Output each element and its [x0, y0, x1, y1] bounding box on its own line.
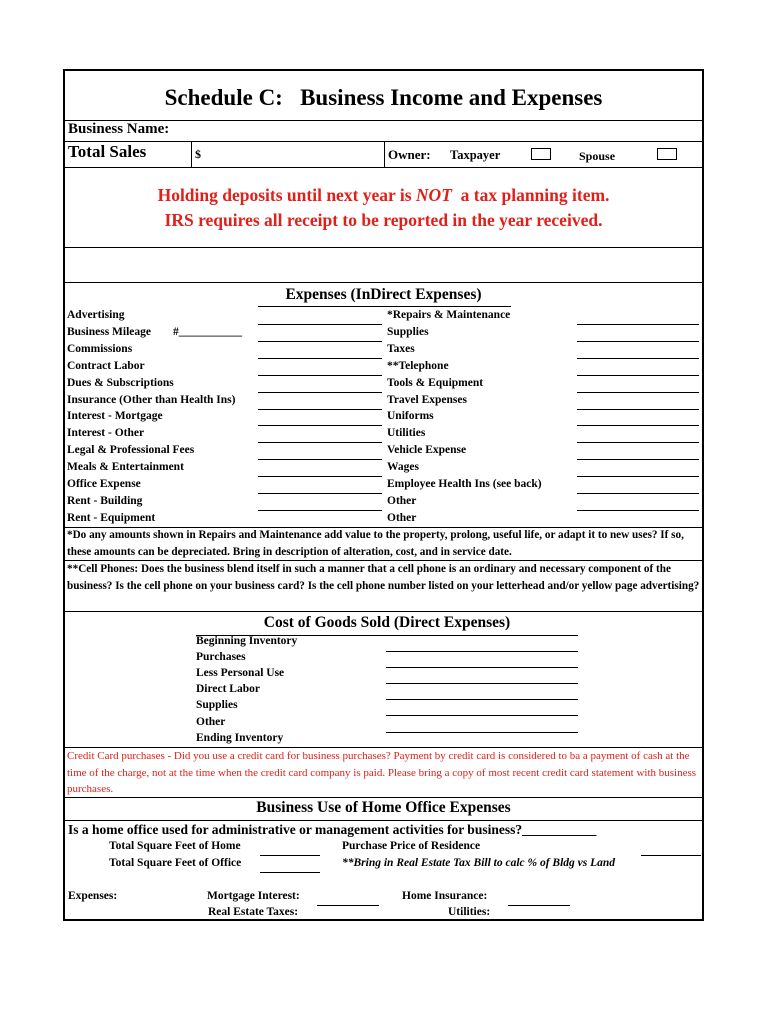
notice-line-2: IRS requires all receipt to be reported in the year received.	[164, 210, 603, 230]
expense-left-label: Business Mileage	[67, 325, 152, 338]
utilities-field[interactable]	[508, 920, 570, 921]
mileage-number[interactable]: #___________	[173, 325, 242, 338]
expense-right-label: Taxes	[387, 342, 415, 355]
expense-left-field[interactable]	[258, 425, 382, 426]
purchase-price-field[interactable]	[641, 855, 701, 856]
total-sqft-office-label: Total Square Feet of Office	[109, 857, 242, 869]
expense-left-label: Interest - Other	[67, 427, 145, 440]
expense-left-field[interactable]	[258, 375, 382, 376]
credit-card-note: Credit Card purchases - Did you use a credit card for business purchases? Payment by credit card is considered to ba a payment of cash at the time of the charge, not at the time when the credit card company is paid. Please bring a copy of most recent credit card statement with business purchases.	[67, 750, 697, 795]
expense-left-field[interactable]	[258, 442, 382, 443]
expenses-label: Expenses:	[68, 890, 118, 902]
expense-right-label: Employee Health Ins (see back)	[387, 478, 542, 490]
expense-right-label: Other	[387, 494, 417, 507]
total-sqft-home-field[interactable]	[260, 855, 320, 856]
expense-left-label: Legal & Professional Fees	[67, 444, 195, 457]
expense-right-label: Other	[387, 511, 417, 524]
cogs-item-label: Supplies	[196, 699, 238, 712]
tax-bill-note: **Bring in Real Estate Tax Bill to calc % of Bldg vs Land	[342, 857, 616, 869]
total-sales-label: Total Sales	[68, 142, 147, 161]
expense-left-field[interactable]	[258, 392, 382, 393]
expense-right-label: Supplies	[387, 325, 429, 338]
expense-left-label: Rent - Equipment	[67, 511, 156, 524]
expense-right-label: Travel Expenses	[387, 393, 467, 406]
expense-right-label: Uniforms	[387, 410, 434, 423]
home-insurance-label: Home Insurance:	[402, 890, 488, 902]
expense-right-field[interactable]	[577, 459, 699, 460]
cell-phone-note: **Cell Phones: Does the business blend itself in such a manner that a cell phone is an ordinary and necessary component of the business? Is the cell phone on your business card? Is the cell phone number listed on your letterhead and/or yellow page advertising?	[67, 563, 700, 592]
mortgage-interest-field[interactable]	[317, 905, 379, 906]
spouse-checkbox[interactable]	[657, 148, 677, 160]
notice-line-1: Holding deposits until next year is NOT a tax planning item.	[157, 185, 610, 205]
purchase-price-label: Purchase Price of Residence	[342, 840, 481, 852]
cogs-heading: Cost of Goods Sold (Direct Expenses)	[263, 614, 511, 631]
expense-left-label: Advertising	[67, 309, 125, 321]
taxpayer-label: Taxpayer	[450, 148, 501, 162]
expense-left-field[interactable]	[258, 341, 382, 342]
repairs-note: *Do any amounts shown in Repairs and Maintenance add value to the property, prolong, useful life, or adapt it to new uses? If so, these amounts can be depreciated. Bring in description of alteration, cost, and in service date.	[67, 529, 684, 558]
cogs-item-label: Purchases	[196, 651, 246, 664]
expense-right-field[interactable]	[577, 409, 699, 410]
total-sales-field[interactable]	[205, 143, 381, 165]
expense-left-field[interactable]	[258, 459, 382, 460]
cogs-item-label: Other	[196, 715, 226, 728]
expense-left-field[interactable]	[258, 409, 382, 410]
expense-right-field[interactable]	[577, 476, 699, 477]
home-office-heading: Business Use of Home Office Expenses	[256, 799, 511, 816]
dollar-sign: $	[195, 147, 201, 161]
real-estate-taxes-field[interactable]	[317, 920, 379, 921]
expense-right-field[interactable]	[577, 392, 699, 393]
expense-right-label: Wages	[387, 461, 419, 474]
expense-left-field[interactable]	[258, 493, 382, 494]
expense-right-field[interactable]	[577, 510, 699, 511]
expense-right-field[interactable]	[577, 341, 699, 342]
expense-left-label: Contract Labor	[67, 359, 145, 372]
business-name-label: Business Name:	[68, 121, 170, 137]
expense-left-label: Insurance (Other than Health Ins)	[67, 393, 236, 406]
expense-left-label: Dues & Subscriptions	[67, 376, 174, 389]
cogs-item-label: Ending Inventory	[196, 731, 284, 744]
total-sqft-office-field[interactable]	[260, 872, 320, 873]
expense-left-label: Office Expense	[67, 478, 141, 490]
expense-left-label: Interest - Mortgage	[67, 410, 163, 423]
expense-right-field[interactable]	[577, 324, 699, 325]
home-office-question: Is a home office used for administrative or management activities for business?___________	[68, 822, 597, 837]
total-sqft-home-label: Total Square Feet of Home	[109, 840, 241, 852]
cogs-item-field[interactable]	[386, 699, 578, 700]
expense-right-field[interactable]	[577, 442, 699, 443]
taxpayer-checkbox[interactable]	[531, 148, 551, 160]
expense-right-field[interactable]	[577, 358, 699, 359]
expense-left-field[interactable]	[258, 510, 382, 511]
business-name-field[interactable]	[190, 122, 695, 140]
expense-right-field[interactable]	[577, 375, 699, 376]
expense-left-field[interactable]	[258, 358, 382, 359]
expense-left-label: Meals & Entertainment	[67, 461, 184, 474]
cogs-item-field[interactable]	[386, 667, 578, 668]
cogs-item-field[interactable]	[386, 732, 578, 733]
expense-right-label: **Telephone	[387, 359, 449, 372]
expense-left-label: Rent - Building	[67, 494, 143, 507]
cogs-item-field[interactable]	[386, 683, 578, 684]
owner-label: Owner:	[388, 147, 431, 162]
utilities-label: Utilities:	[448, 906, 491, 918]
expense-right-field[interactable]	[577, 425, 699, 426]
expense-left-field[interactable]	[258, 476, 382, 477]
real-estate-taxes-label: Real Estate Taxes:	[208, 906, 299, 918]
schedule-c-form	[63, 69, 704, 921]
expense-right-label: Tools & Equipment	[387, 376, 484, 389]
spouse-label: Spouse	[579, 149, 616, 163]
cogs-item-label: Less Personal Use	[196, 667, 285, 680]
expense-left-label: Commissions	[67, 342, 133, 355]
cogs-item-field[interactable]	[386, 651, 578, 652]
expense-right-label: Vehicle Expense	[387, 444, 467, 457]
expense-right-field[interactable]	[577, 493, 699, 494]
expenses-heading: Expenses (InDirect Expenses)	[285, 286, 482, 303]
mortgage-interest-label: Mortgage Interest:	[207, 890, 300, 902]
cogs-item-label: Beginning Inventory	[196, 635, 298, 647]
expense-right-label: *Repairs & Maintenance	[387, 309, 511, 321]
expense-left-field[interactable]	[258, 324, 382, 325]
page-title: Schedule C: Business Income and Expenses	[164, 85, 603, 110]
cogs-item-field[interactable]	[386, 715, 578, 716]
home-insurance-field[interactable]	[508, 905, 570, 906]
expense-right-label: Utilities	[387, 427, 426, 440]
cogs-item-label: Direct Labor	[196, 683, 260, 696]
